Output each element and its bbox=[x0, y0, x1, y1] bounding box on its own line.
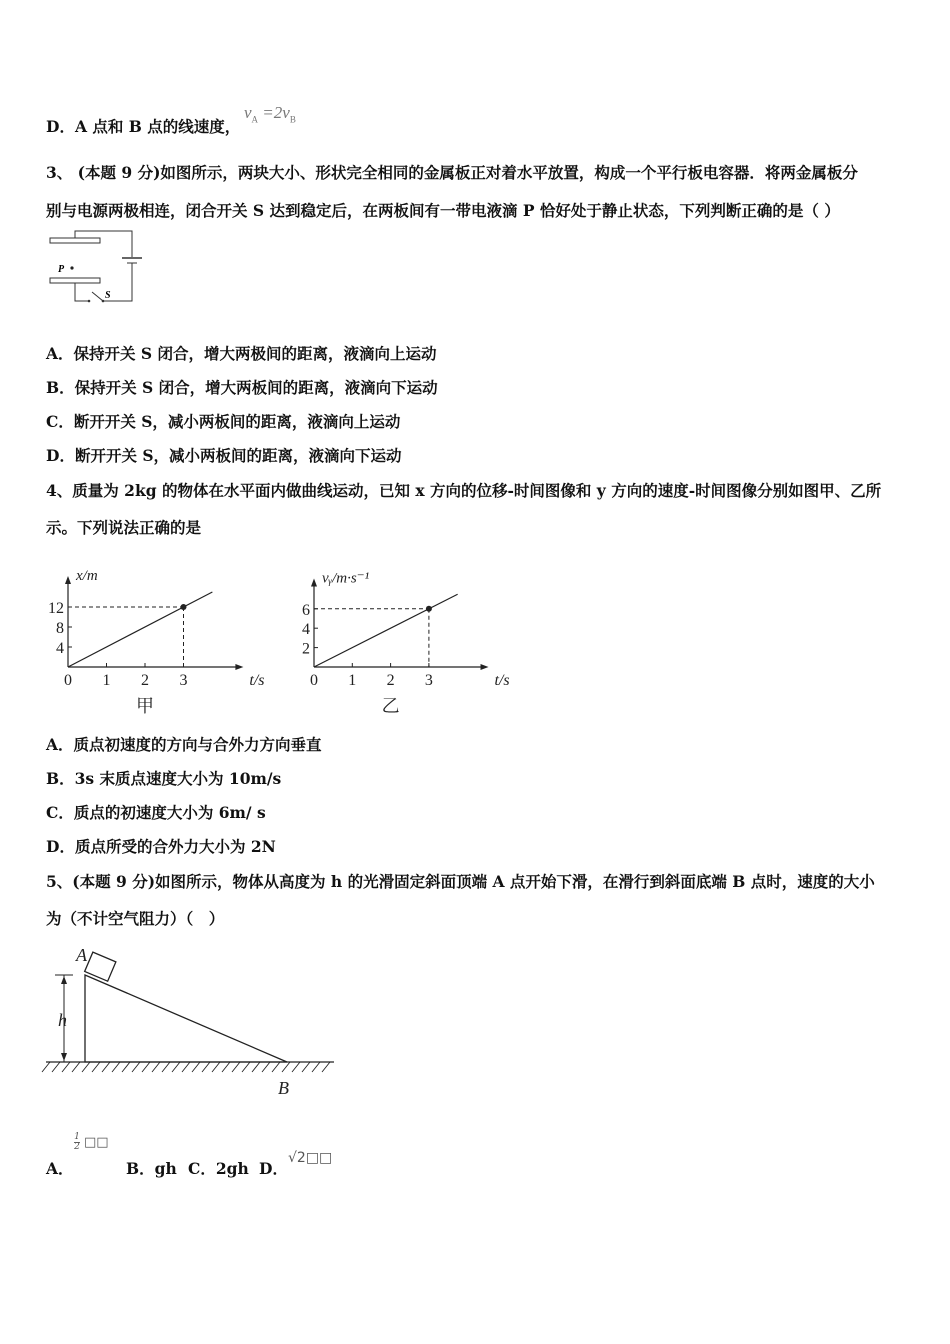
chart-yi bbox=[302, 571, 510, 716]
chart-title: 甲 bbox=[136, 696, 154, 716]
y-tick-label: 6 bbox=[302, 601, 310, 619]
y-tick-label: 4 bbox=[302, 621, 310, 639]
capacitor-circuit-figure bbox=[44, 228, 144, 308]
x-axis-label: t/s bbox=[494, 672, 510, 689]
incline-triangle bbox=[85, 975, 287, 1062]
q3-stem-line1: 3、 (本题 9 分)如图所示，两块大小、形状完全相同的金属板正对着水平放置，构成一个平行板电容器．将两金属板分 bbox=[46, 163, 858, 182]
data-point bbox=[181, 604, 187, 610]
x-axis-arrow bbox=[481, 664, 489, 670]
x-tick-label: 2 bbox=[386, 672, 395, 689]
series-line bbox=[314, 594, 458, 667]
x-tick-label: 2 bbox=[141, 672, 149, 689]
label-a: A bbox=[76, 945, 87, 965]
y-tick-label: 12 bbox=[48, 600, 64, 617]
q5-option-d: D． bbox=[259, 1159, 288, 1178]
x-axis-arrow bbox=[235, 664, 243, 670]
q2-option-d-text: D．A 点和 B 点的线速度， bbox=[46, 117, 241, 136]
bottom-plate bbox=[50, 278, 100, 283]
label-b: B bbox=[278, 1078, 289, 1098]
q4-option-a: A．质点初速度的方向与合外力方向垂直 bbox=[46, 735, 322, 754]
x-axis-label: t/s bbox=[249, 672, 265, 689]
x-tick-label: 3 bbox=[424, 672, 433, 689]
q5-option-a-formula-rest: □□ bbox=[84, 1135, 109, 1150]
x-tick-label: 1 bbox=[102, 672, 111, 689]
y-axis-label: x/m bbox=[76, 568, 98, 584]
q5-option-a: A． bbox=[46, 1159, 74, 1178]
top-plate bbox=[50, 238, 100, 243]
q5-option-c: C．2gh bbox=[188, 1159, 249, 1178]
droplet-dot bbox=[70, 266, 73, 269]
q3-option-c: C．断开开关 S，减小两板间的距离，液滴向上运动 bbox=[46, 412, 401, 431]
q3-option-a: A．保持开关 S 闭合，增大两极间的距离，液滴向上运动 bbox=[46, 344, 437, 363]
y-tick-label: 4 bbox=[56, 640, 64, 657]
x-tick-label: 0 bbox=[310, 672, 318, 689]
q5-stem-line2: 为（不计空气阻力）（ ） bbox=[46, 909, 225, 928]
label-h: h bbox=[58, 1010, 67, 1030]
q2-option-d bbox=[46, 115, 240, 137]
y-axis-arrow bbox=[65, 576, 71, 584]
q4-option-c: C．质点的初速度大小为 6m/ s bbox=[46, 803, 266, 822]
label-p: P bbox=[58, 264, 65, 275]
q5-option-b: B．gh bbox=[126, 1159, 177, 1178]
data-point bbox=[426, 606, 432, 612]
q3-option-d: D．断开开关 S，减小两板间的距离，液滴向下运动 bbox=[46, 446, 402, 465]
y-tick-label: 2 bbox=[302, 640, 310, 658]
q4-option-d: D．质点所受的合外力大小为 2N bbox=[46, 837, 276, 856]
x-tick-label: 1 bbox=[348, 672, 357, 689]
label-s: S bbox=[105, 290, 111, 301]
incline-figure bbox=[40, 940, 340, 1100]
q5-stem-line1: 5、(本题 9 分)如图所示，物体从高度为 h 的光滑固定斜面顶端 A 点开始下滑，在滑行到斜面底端 B 点时，速度的大小 bbox=[46, 872, 875, 891]
x-tick-label: 3 bbox=[179, 672, 188, 689]
q4-stem-line2: 示。下列说法正确的是 bbox=[46, 518, 202, 537]
q3-stem-line2: 别与电源两极相连，闭合开关 S 达到稳定后，在两板间有一带电液滴 P 恰好处于静止状态，下列判断正确的是（ ） bbox=[46, 201, 840, 220]
chart-jia bbox=[48, 568, 265, 716]
q3-option-b: B．保持开关 S 闭合，增大两板间的距离，液滴向下运动 bbox=[46, 378, 438, 397]
q5-option-a-fraction: 1 2 bbox=[74, 1132, 80, 1152]
switch-lever bbox=[92, 292, 103, 301]
q5-option-d-formula: √2□□ bbox=[288, 1150, 333, 1166]
y-tick-label: 8 bbox=[56, 620, 64, 637]
y-axis-arrow bbox=[311, 579, 317, 587]
ground-hatching bbox=[42, 1062, 330, 1072]
y-axis-label: vᵧ/m·s⁻¹ bbox=[322, 570, 370, 587]
q4-stem-line1: 4、质量为 2kg 的物体在水平面内做曲线运动，已知 x 方向的位移-时间图像和 y 方向的速度-时间图像分别如图甲、乙所 bbox=[46, 481, 882, 500]
chart-title: 乙 bbox=[381, 696, 400, 716]
series-line bbox=[68, 592, 212, 667]
x-tick-label: 0 bbox=[64, 672, 72, 689]
q4-charts bbox=[40, 545, 510, 725]
q2-formula: $v_A =2v_B$ bbox=[244, 103, 296, 125]
q4-option-b: B．3s 末质点速度大小为 10m/s bbox=[46, 769, 282, 788]
